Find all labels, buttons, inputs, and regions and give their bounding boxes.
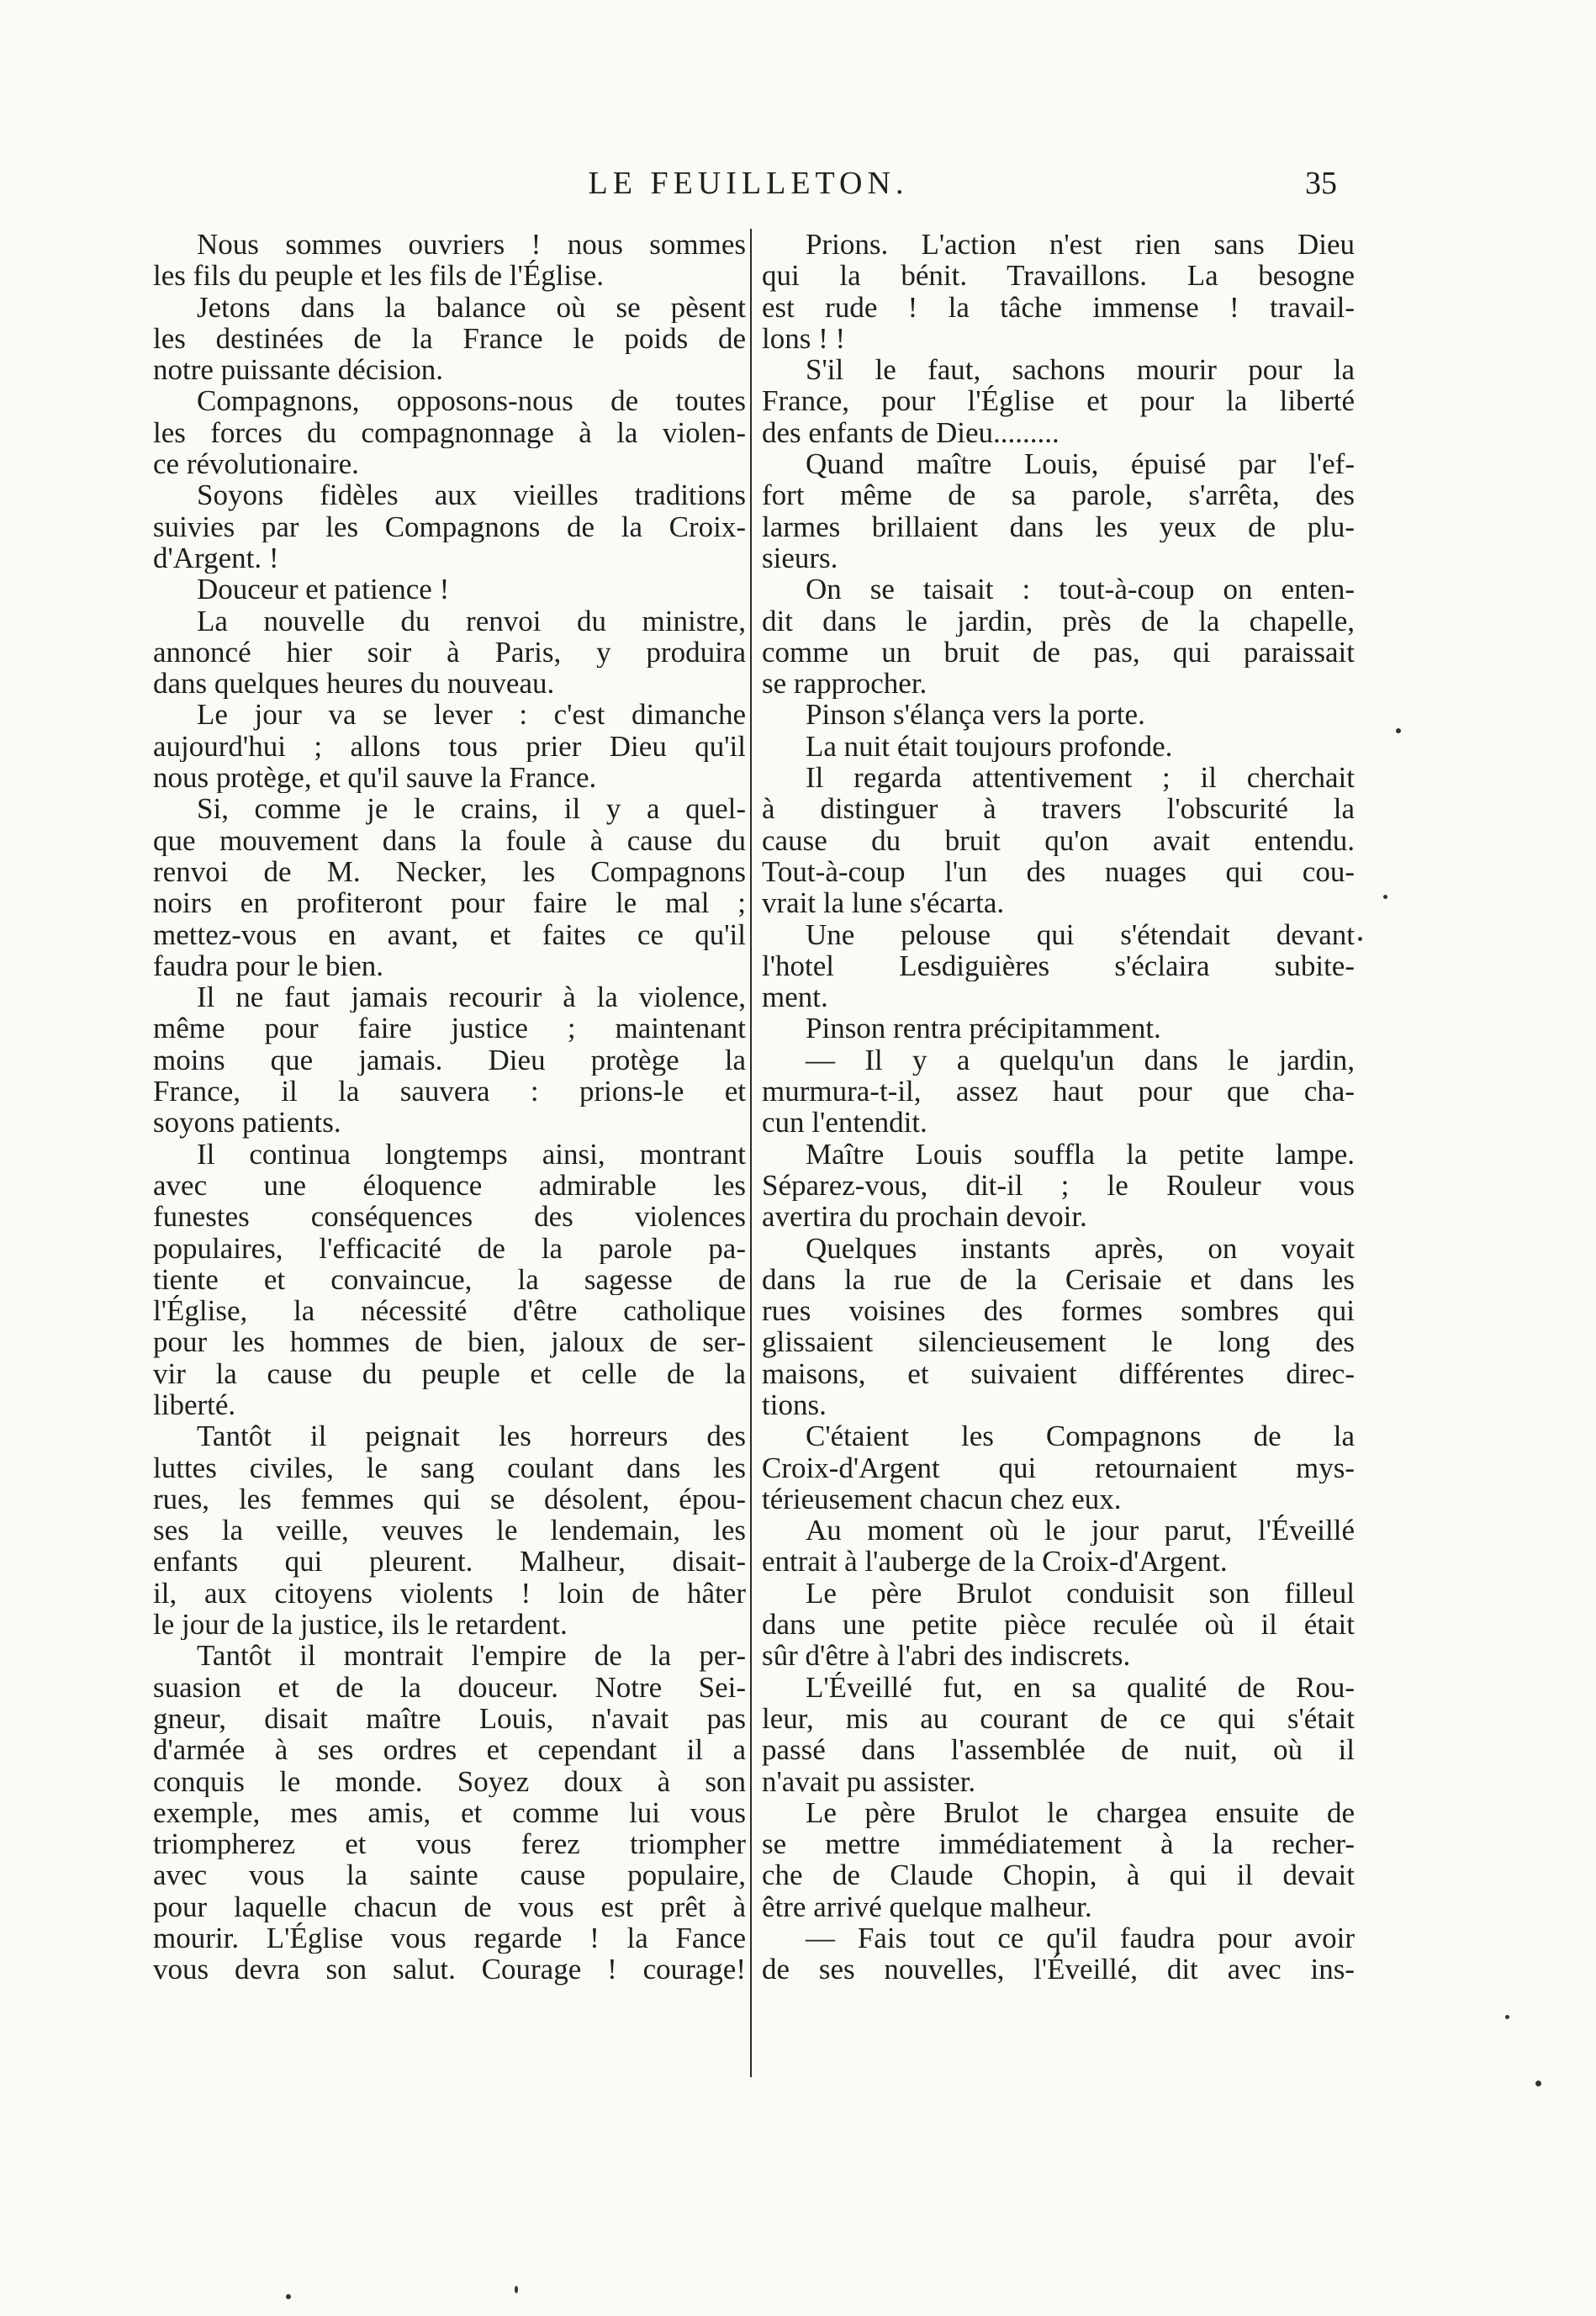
text-line: On se taisait : tout-à-coup on enten- bbox=[806, 574, 1355, 605]
text-line: ses la veille, veuves le lendemain, les bbox=[153, 1515, 746, 1547]
text-line: Le père Brulot le chargea ensuite de bbox=[806, 1796, 1355, 1829]
text-line: sûr d'être à l'abri des indiscrets. bbox=[762, 1640, 1131, 1672]
text-line: les forces du compagnonnage à la violen- bbox=[153, 416, 746, 449]
text-line: La nuit était toujours profonde. bbox=[806, 730, 1173, 763]
right-column bbox=[762, 229, 1355, 1986]
column-divider bbox=[750, 229, 752, 2077]
text-line: Soyons fidèles aux vieilles traditions bbox=[197, 479, 746, 511]
ink-speck bbox=[1505, 2015, 1509, 2019]
text-line: Quand maître Louis, épuisé par l'ef- bbox=[806, 448, 1355, 480]
text-line: n'avait pu assister. bbox=[762, 1765, 976, 1797]
text-line: Jetons dans la balance où se pèsent bbox=[197, 291, 746, 323]
text-line: Prions. L'action n'est rien sans Dieu bbox=[806, 229, 1355, 261]
ink-speck bbox=[1358, 937, 1362, 941]
text-line: Il regarda attentivement ; il cherchait bbox=[806, 762, 1355, 794]
text-line: mettez-vous en avant, et faites ce qu'il bbox=[153, 918, 746, 950]
text-line: Compagnons, opposons-nous de toutes bbox=[197, 385, 746, 417]
text-line: est rude ! la tâche immense ! travail- bbox=[762, 291, 1355, 323]
text-line: leur, mis au courant de ce qui s'était bbox=[762, 1702, 1355, 1735]
text-line: conquis le monde. Soyez doux à son bbox=[153, 1765, 746, 1797]
text-line: térieusement chacun chez eux. bbox=[762, 1483, 1122, 1515]
text-line: pour les hommes de bien, jaloux de ser- bbox=[153, 1326, 746, 1358]
text-line: vir la cause du peuple et celle de la bbox=[153, 1357, 746, 1389]
text-line: avec vous la sainte cause populaire, bbox=[153, 1859, 746, 1891]
text-line: Une pelouse qui s'étendait devant bbox=[806, 918, 1355, 950]
text-line: annoncé hier soir à Paris, y produira bbox=[153, 636, 746, 669]
text-line: l'Église, la nécessité d'être catholique bbox=[153, 1295, 746, 1327]
text-line: dans quelques heures du nouveau. bbox=[153, 668, 555, 700]
text-line: cause du bruit qu'on avait entendu. bbox=[762, 824, 1355, 856]
text-line: maisons, et suivaient différentes direc- bbox=[762, 1357, 1355, 1389]
text-line: vous devra son salut. Courage ! courage! bbox=[153, 1954, 746, 1986]
text-line: populaires, l'efficacité de la parole pa- bbox=[153, 1232, 746, 1264]
text-line: France, il la sauvera : prions-le et bbox=[153, 1076, 746, 1108]
text-line: triompherez et vous ferez triompher bbox=[153, 1828, 746, 1860]
text-line: tions. bbox=[762, 1388, 827, 1421]
ink-speck bbox=[286, 2294, 291, 2299]
text-line: nous protège, et qu'il sauve la France. bbox=[153, 762, 597, 794]
text-line: — Il y a quelqu'un dans le jardin, bbox=[806, 1044, 1355, 1076]
text-line: Pinson rentra précipitamment. bbox=[806, 1013, 1161, 1044]
text-line: passé dans l'assemblée de nuit, où il bbox=[762, 1734, 1355, 1766]
ink-speck bbox=[1535, 2081, 1541, 2086]
text-line: Douceur et patience ! bbox=[197, 574, 450, 605]
text-line: Tantôt il peignait les horreurs des bbox=[197, 1420, 746, 1452]
text-line: avec une éloquence admirable les bbox=[153, 1169, 746, 1202]
text-line: rues, les femmes qui se désolent, épou- bbox=[153, 1483, 746, 1515]
text-line: gneur, disait maître Louis, n'avait pas bbox=[153, 1702, 746, 1735]
text-line: suivies par les Compagnons de la Croix- bbox=[153, 510, 746, 542]
text-line: Nous sommes ouvriers ! nous sommes bbox=[197, 229, 746, 261]
text-line: aujourd'hui ; allons tous prier Dieu qu'il bbox=[153, 730, 746, 763]
text-line: entrait à l'auberge de la Croix-d'Argent. bbox=[762, 1546, 1228, 1578]
text-line: dans la rue de la Cerisaie et dans les bbox=[762, 1263, 1355, 1296]
text-line: l'hotel Lesdiguières s'éclaira subite- bbox=[762, 949, 1355, 982]
text-line: notre puissante décision. bbox=[153, 354, 444, 386]
text-line: Tout-à-coup l'un des nuages qui cou- bbox=[762, 855, 1355, 888]
text-line: Il continua longtemps ainsi, montrant bbox=[197, 1138, 746, 1170]
text-line: se mettre immédiatement à la recher- bbox=[762, 1828, 1355, 1860]
text-line: dit dans le jardin, près de la chapelle, bbox=[762, 605, 1355, 637]
text-line: La nouvelle du renvoi du ministre, bbox=[197, 605, 746, 637]
text-line: ce révolutionaire. bbox=[153, 448, 359, 480]
text-line: Tantôt il montrait l'empire de la per- bbox=[197, 1640, 746, 1672]
text-line: Maître Louis souffla la petite lampe. bbox=[806, 1138, 1355, 1170]
text-line: liberté. bbox=[153, 1388, 236, 1421]
text-line: comme un bruit de pas, qui paraissait bbox=[762, 636, 1355, 669]
text-line: à distinguer à travers l'obscurité la bbox=[762, 793, 1355, 825]
text-line: de ses nouvelles, l'Éveillé, dit avec ins- bbox=[762, 1954, 1355, 1986]
text-line: d'armée à ses ordres et cependant il a bbox=[153, 1734, 746, 1766]
text-line: même pour faire justice ; maintenant bbox=[153, 1013, 746, 1044]
text-line: luttes civiles, le sang coulant dans les bbox=[153, 1451, 746, 1483]
page-number: 35 bbox=[1305, 166, 1337, 201]
text-line: Le père Brulot conduisit son filleul bbox=[806, 1577, 1355, 1610]
text-line: Pinson s'élança vers la porte. bbox=[806, 699, 1145, 731]
ink-speck bbox=[515, 2286, 518, 2293]
text-line: enfants qui pleurent. Malheur, disait- bbox=[153, 1546, 746, 1578]
text-line: dans une petite pièce reculée où il était bbox=[762, 1609, 1355, 1641]
ink-speck bbox=[1383, 895, 1387, 899]
page-header bbox=[151, 160, 1345, 210]
text-line: d'Argent. ! bbox=[153, 542, 279, 574]
text-line: suasion et de la douceur. Notre Sei- bbox=[153, 1671, 746, 1703]
text-line: murmura-t-il, assez haut pour que cha- bbox=[762, 1076, 1355, 1108]
text-line: S'il le faut, sachons mourir pour la bbox=[806, 354, 1355, 386]
left-column bbox=[153, 229, 746, 1986]
text-line: C'étaient les Compagnons de la bbox=[806, 1420, 1355, 1452]
text-line: le jour de la justice, ils le retardent. bbox=[153, 1609, 568, 1641]
text-line: les destinées de la France le poids de bbox=[153, 322, 746, 355]
text-line: des enfants de Dieu......... bbox=[762, 416, 1060, 449]
text-line: que mouvement dans la foule à cause du bbox=[153, 824, 746, 856]
text-line: che de Claude Chopin, à qui il devait bbox=[762, 1859, 1355, 1891]
text-line: lons ! ! bbox=[762, 322, 846, 355]
text-line: exemple, mes amis, et comme lui vous bbox=[153, 1796, 746, 1829]
text-line: noirs en profiteront pour faire le mal ; bbox=[153, 887, 746, 919]
text-line: Croix-d'Argent qui retournaient mys- bbox=[762, 1451, 1355, 1483]
text-line: faudra pour le bien. bbox=[153, 949, 384, 982]
text-line: Il ne faut jamais recourir à la violence, bbox=[197, 981, 746, 1013]
text-line: funestes conséquences des violences bbox=[153, 1201, 746, 1233]
text-line: moins que jamais. Dieu protège la bbox=[153, 1044, 746, 1076]
text-line: Au moment où le jour parut, l'Éveillé bbox=[806, 1515, 1355, 1547]
text-line: il, aux citoyens violents ! loin de hâter bbox=[153, 1577, 746, 1610]
text-line: être arrivé quelque malheur. bbox=[762, 1890, 1092, 1923]
text-line: se rapprocher. bbox=[762, 668, 927, 700]
text-line: cun l'entendit. bbox=[762, 1107, 927, 1139]
text-line: soyons patients. bbox=[153, 1107, 341, 1139]
text-line: sieurs. bbox=[762, 542, 838, 574]
ink-speck bbox=[1396, 728, 1401, 733]
text-line: pour laquelle chacun de vous est prêt à bbox=[153, 1890, 746, 1923]
text-line: Séparez-vous, dit-il ; le Rouleur vous bbox=[762, 1169, 1355, 1202]
text-line: qui la bénit. Travaillons. La besogne bbox=[762, 260, 1355, 292]
text-line: — Fais tout ce qu'il faudra pour avoir bbox=[806, 1922, 1355, 1954]
text-line: mourir. L'Église vous regarde ! la Fance bbox=[153, 1922, 746, 1954]
text-line: Quelques instants après, on voyait bbox=[806, 1232, 1355, 1264]
text-line: fort même de sa parole, s'arrêta, des bbox=[762, 479, 1355, 511]
text-line: les fils du peuple et les fils de l'Église. bbox=[153, 260, 605, 292]
running-title: LE FEUILLETON. bbox=[588, 166, 909, 201]
text-line: L'Éveillé fut, en sa qualité de Rou- bbox=[806, 1671, 1355, 1703]
text-line: rues voisines des formes sombres qui bbox=[762, 1295, 1355, 1327]
text-line: Le jour va se lever : c'est dimanche bbox=[197, 699, 746, 731]
text-line: larmes brillaient dans les yeux de plu- bbox=[762, 510, 1355, 542]
text-line: glissaient silencieusement le long des bbox=[762, 1326, 1355, 1358]
text-line: Si, comme je le crains, il y a quel- bbox=[197, 793, 746, 825]
text-line: vrait la lune s'écarta. bbox=[762, 887, 1005, 919]
text-line: tiente et convaincue, la sagesse de bbox=[153, 1263, 746, 1296]
text-line: avertira du prochain devoir. bbox=[762, 1201, 1087, 1233]
text-line: renvoi de M. Necker, les Compagnons bbox=[153, 855, 746, 888]
text-line: ment. bbox=[762, 981, 828, 1013]
text-line: France, pour l'Église et pour la liberté bbox=[762, 385, 1355, 417]
